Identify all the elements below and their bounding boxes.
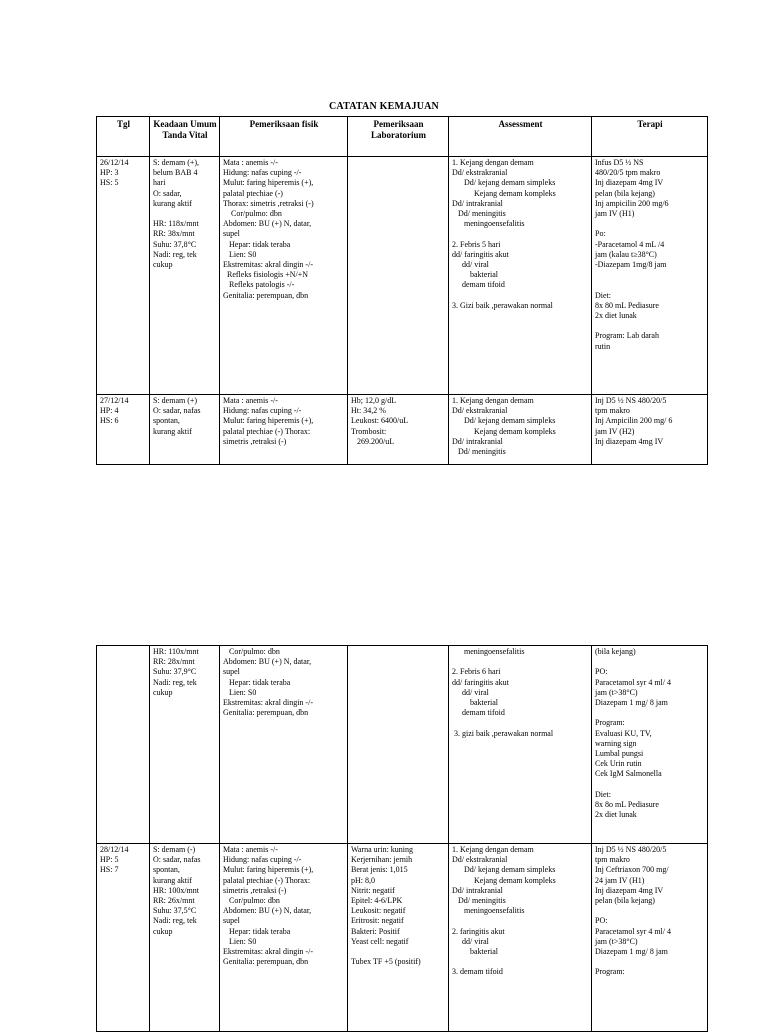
cell-line: cukup xyxy=(153,260,173,270)
cell-line: Dd/ kejang demam simpleks xyxy=(452,416,556,426)
cell-line: pH: 8,0 xyxy=(351,875,375,885)
cell-line: Po: xyxy=(595,229,606,239)
cell-line: 26/12/14 xyxy=(100,158,129,167)
cell-line xyxy=(595,280,705,290)
cell-line: Epitel: 4-6/LPK xyxy=(351,896,403,906)
cell-line: Leukosit: negatif xyxy=(351,906,406,916)
cell-line: Program: xyxy=(595,718,625,728)
cell-line: Hb; 12,0 g/dL xyxy=(351,396,397,405)
cell-line: cukup xyxy=(153,926,173,936)
table-row xyxy=(97,157,708,395)
cell-line: 269.200/uL xyxy=(351,436,395,446)
header-lab: Pemeriksaan Laboratorium xyxy=(348,117,449,157)
progress-table-1 xyxy=(96,116,708,465)
cell-keadaan xyxy=(150,157,220,395)
cell-line: dd/ faringitis akut xyxy=(452,677,509,687)
cell-line: 3. demam tifoid xyxy=(452,967,503,977)
cell-line: Dd/ kejang demam simpleks xyxy=(452,865,556,875)
cell-line: Dd/ ekstrakranial xyxy=(452,855,508,865)
cell-line: Dd/ meningitis xyxy=(452,896,506,906)
cell-line: Eritrosit: negatif xyxy=(351,916,404,926)
cell-keadaan xyxy=(150,395,220,465)
cell-line xyxy=(595,708,705,718)
cell-line: kurang aktif xyxy=(153,426,192,436)
cell-line: Hidung: nafas cuping -/- xyxy=(223,406,302,416)
cell-line: HR: 118x/mnt xyxy=(153,219,199,229)
cell-line: palatal ptechiae (-) Thorax: xyxy=(223,426,311,436)
cell-line: 1. Kejang dengan demam xyxy=(452,845,534,854)
cell-line: Thorax: simetris ,retraksi (-) xyxy=(223,198,314,208)
cell-line: 3. gizi baik ,perawakan normal xyxy=(452,728,554,738)
cell-terapi xyxy=(592,646,708,844)
cell-line: 480/20/5 tpm makro xyxy=(595,168,661,178)
cell-line: Abdomen: BU (+) N, datar, xyxy=(223,657,312,667)
cell-line: S: demam (-) xyxy=(153,845,196,854)
cell-line: O: sadar, nafas xyxy=(153,406,201,416)
cell-line: Inj ampicilin 200 mg/6 xyxy=(595,198,669,208)
cell-line: Inj D5 ½ NS 480/20/5 xyxy=(595,396,667,405)
cell-line: Suhu: 37,9°C xyxy=(153,667,197,677)
cell-line: -Diazepam 1mg/8 jam xyxy=(595,260,667,270)
cell-line xyxy=(452,657,589,667)
cell-line xyxy=(595,906,705,916)
cell-line: meningoensefalitis xyxy=(452,219,525,229)
cell-line: Program: xyxy=(595,967,625,977)
cell-line: S: demam (+) xyxy=(153,396,198,405)
cell-keadaan xyxy=(150,646,220,844)
cell-line: jam (kalau t≥38°C) xyxy=(595,249,657,259)
cell-line: Paracetamol syr 4 ml/ 4 xyxy=(595,926,671,936)
cell-fisik xyxy=(220,395,348,465)
cell-line: Refleks patologis -/- xyxy=(223,280,295,290)
cell-line: dd/ viral xyxy=(452,687,489,697)
cell-line: Mulut: faring hiperemis (+), xyxy=(223,416,314,426)
cell-keadaan xyxy=(150,844,220,1032)
cell-line: 24 jam IV (H1) xyxy=(595,875,645,885)
cell-line: HS: 5 xyxy=(100,178,119,188)
cell-line: palatal ptechiae (-) xyxy=(223,188,283,198)
cell-line: 2. faringitis akut xyxy=(452,926,505,936)
cell-line: Nadi: reg, tek xyxy=(153,249,197,259)
cell-line: Diazepam 1 mg/ 8 jam xyxy=(595,947,668,957)
cell-line: Lien: S0 xyxy=(223,249,257,259)
cell-line: Cek IgM Salmonella xyxy=(595,769,662,779)
table-row xyxy=(97,646,708,844)
cell-line: Diet: xyxy=(595,290,611,300)
cell-line: Cek Urin rutin xyxy=(595,759,642,769)
cell-line: jam IV (H2) xyxy=(595,426,635,436)
cell-line: Dd/ meningitis xyxy=(452,447,506,457)
cell-line: Refleks fisiologis +N/+N xyxy=(223,270,309,280)
cell-line: Kejang demam kompleks xyxy=(452,426,556,436)
cell-line: Bakteri: Positif xyxy=(351,926,400,936)
cell-line: Cor/pulmo: dbn xyxy=(223,647,280,656)
cell-line: warning sign xyxy=(595,738,637,748)
cell-line: Nitrit: negatif xyxy=(351,885,395,895)
cell-line xyxy=(452,291,589,301)
cell-line: Hidung: nafas cuping -/- xyxy=(223,168,302,178)
cell-lab xyxy=(348,157,449,395)
cell-line: RR: 38x/mnt xyxy=(153,229,195,239)
cell-line xyxy=(595,657,705,667)
cell-line: simetris ,retraksi (-) xyxy=(223,885,287,895)
cell-line: 2. Febris 6 hari xyxy=(452,667,501,677)
cell-line: kurang aktif xyxy=(153,198,192,208)
cell-line: 2x diet lunak xyxy=(595,810,637,820)
cell-fisik xyxy=(220,844,348,1032)
cell-line: Warna urin: kuning xyxy=(351,845,414,854)
cell-line: Lien: S0 xyxy=(223,687,257,697)
cell-line: meningoensefalitis xyxy=(452,647,525,656)
cell-line: Ekstremitas: akral dingin -/- xyxy=(223,260,313,270)
cell-line: Nadi: reg, tek xyxy=(153,916,197,926)
cell-line: 3. Gizi baik ,perawakan normal xyxy=(452,300,553,310)
cell-line: spontan, xyxy=(153,416,180,426)
cell-line: 28/12/14 xyxy=(100,845,129,854)
cell-line: Paracetamol syr 4 ml/ 4 xyxy=(595,677,671,687)
cell-line: supel xyxy=(223,667,240,677)
cell-line: Suhu: 37,5°C xyxy=(153,906,197,916)
cell-line: Cor/pulmo: dbn xyxy=(223,896,280,906)
cell-line: jam IV (H1) xyxy=(595,209,635,219)
cell-line: Dd/ intrakranial xyxy=(452,198,503,208)
cell-lab xyxy=(348,646,449,844)
cell-line: 1. Kejang dengan demam xyxy=(452,396,534,405)
cell-line xyxy=(351,947,446,957)
cell-line: supel xyxy=(223,229,240,239)
cell-lab xyxy=(348,395,449,465)
cell-line xyxy=(595,270,705,280)
cell-line: Abdomen: BU (+) N, datar, xyxy=(223,219,312,229)
cell-line: Kejang demam kompleks xyxy=(452,875,556,885)
cell-line: HP: 4 xyxy=(100,406,119,416)
cell-line: bakterial xyxy=(452,270,498,280)
cell-line: dd/ viral xyxy=(452,936,489,946)
cell-line xyxy=(452,718,589,728)
cell-line: (bila kejang) xyxy=(595,647,636,656)
cell-line: jam (t>38°C) xyxy=(595,936,638,946)
cell-line: Mata : anemis -/- xyxy=(223,396,278,405)
cell-line: 2. Febris 5 hari xyxy=(452,239,501,249)
cell-line: Ekstremitas: akral dingin -/- xyxy=(223,698,313,708)
document-title: CATATAN KEMAJUAN xyxy=(329,101,439,112)
cell-line xyxy=(595,321,705,331)
cell-line: Infus D5 ½ NS xyxy=(595,158,644,167)
cell-line: Mulut: faring hiperemis (+), xyxy=(223,865,314,875)
cell-line xyxy=(452,957,589,967)
cell-line: Mata : anemis -/- xyxy=(223,158,278,167)
cell-line xyxy=(452,916,589,926)
cell-fisik xyxy=(220,646,348,844)
cell-line: Ekstremitas: akral dingin -/- xyxy=(223,947,313,957)
cell-line: tpm makro xyxy=(595,406,630,416)
cell-line: Genitalia: perempuan, dbn xyxy=(223,290,309,300)
cell-line: Hepar: tidak teraba xyxy=(223,677,291,687)
cell-line: Trombosit: xyxy=(351,426,387,436)
cell-line: Berat jenis: 1,015 xyxy=(351,865,408,875)
cell-line: supel xyxy=(223,916,240,926)
cell-line: Kejang demam kompleks xyxy=(452,188,556,198)
cell-assessment xyxy=(449,157,592,395)
cell-line: Yeast cell: negatif xyxy=(351,936,409,946)
cell-line: O: sadar, xyxy=(153,188,182,198)
cell-line xyxy=(595,957,705,967)
cell-terapi xyxy=(592,395,708,465)
cell-line: HR: 100x/mnt xyxy=(153,885,200,895)
cell-line: Evaluasi KU, TV, xyxy=(595,728,652,738)
progress-table-2 xyxy=(96,645,708,1032)
cell-line: Hidung: nafas cuping -/- xyxy=(223,855,302,865)
cell-line: Lumbal pungsi xyxy=(595,749,644,759)
cell-assessment xyxy=(449,395,592,465)
cell-lab xyxy=(348,844,449,1032)
cell-line: hari xyxy=(153,178,166,188)
cell-line: Dd/ kejang demam simpleks xyxy=(452,178,556,188)
cell-line: bakterial xyxy=(452,947,498,957)
cell-line: HP: 3 xyxy=(100,168,119,178)
cell-line: HS: 6 xyxy=(100,416,119,426)
cell-line: Inj diazepam 4mg IV xyxy=(595,178,664,188)
cell-terapi xyxy=(592,844,708,1032)
cell-line: demam tifoid xyxy=(452,280,505,290)
header-tgl: Tgl xyxy=(97,117,150,157)
cell-assessment xyxy=(449,646,592,844)
cell-line: Inj Ceftriaxon 700 mg/ xyxy=(595,865,669,875)
cell-tgl xyxy=(97,395,150,465)
cell-line: S: demam (+), xyxy=(153,158,200,167)
cell-line: Ht: 34,2 % xyxy=(351,406,386,416)
cell-line: simetris ,retraksi (-) xyxy=(223,436,287,446)
cell-line: dd/ viral xyxy=(452,260,489,270)
cell-tgl xyxy=(97,646,150,844)
cell-line: 2x diet lunak xyxy=(595,311,637,321)
cell-line: Nadi: reg, tek xyxy=(153,677,197,687)
cell-line: -Paracetamol 4 mL /4 xyxy=(595,239,665,249)
cell-line: Mata : anemis -/- xyxy=(223,845,278,854)
cell-line: spontan, xyxy=(153,865,180,875)
cell-line xyxy=(595,219,705,229)
cell-line: 8x 8o mL Pediasure xyxy=(595,800,659,810)
cell-line: Program: Lab darah xyxy=(595,331,659,341)
cell-line: Diazepam 1 mg/ 8 jam xyxy=(595,698,668,708)
cell-line: Hepar: tidak teraba xyxy=(223,926,291,936)
header-terapi: Terapi xyxy=(592,117,708,157)
cell-line: Genitalia: perempuan, dbn xyxy=(223,708,309,718)
header-row xyxy=(97,117,708,157)
cell-line: Suhu: 37,8°C xyxy=(153,239,197,249)
cell-line: rutin xyxy=(595,341,611,351)
cell-line: Inj diazepam 4mg IV xyxy=(595,885,664,895)
cell-line: meningoensefalitis xyxy=(452,906,525,916)
table-row xyxy=(97,395,708,465)
cell-line: RR: 28x/mnt xyxy=(153,657,195,667)
header-assessment: Assessment xyxy=(449,117,592,157)
cell-line: Dd/ intrakranial xyxy=(452,885,503,895)
cell-line: Dd/ intrakranial xyxy=(452,436,503,446)
cell-line: HS: 7 xyxy=(100,865,119,875)
cell-line: belum BAB 4 xyxy=(153,168,198,178)
cell-line: HR: 110x/mnt xyxy=(153,647,199,656)
cell-line: 8x 80 mL Pediasure xyxy=(595,300,659,310)
header-fisik: Pemeriksaan fisik xyxy=(220,117,348,157)
cell-line: Dd/ meningitis xyxy=(452,209,506,219)
cell-line: Inj Ampicilin 200 mg/ 6 xyxy=(595,416,673,426)
cell-line: palatal ptechiae (-) Thorax: xyxy=(223,875,311,885)
cell-line: Dd/ ekstrakranial xyxy=(452,406,508,416)
table-row xyxy=(97,844,708,1032)
cell-assessment xyxy=(449,844,592,1032)
cell-line: Genitalia: perempuan, dbn xyxy=(223,957,309,967)
cell-line: Diet: xyxy=(595,789,611,799)
cell-line: pelan (bila kejang) xyxy=(595,188,655,198)
cell-line xyxy=(452,229,589,239)
cell-line: Hepar: tidak teraba xyxy=(223,239,291,249)
cell-line: cukup xyxy=(153,687,173,697)
cell-fisik xyxy=(220,157,348,395)
cell-line: 1. Kejang dengan demam xyxy=(452,158,534,167)
cell-line: jam (t>38°C) xyxy=(595,687,638,697)
cell-line: Leukost: 6400/uL xyxy=(351,416,409,426)
cell-tgl xyxy=(97,157,150,395)
cell-tgl xyxy=(97,844,150,1032)
cell-line: demam tifoid xyxy=(452,708,505,718)
cell-line: Lien: S0 xyxy=(223,936,257,946)
cell-line: pelan (bila kejang) xyxy=(595,896,655,906)
cell-line xyxy=(153,209,217,219)
cell-terapi xyxy=(592,157,708,395)
cell-line: bakterial xyxy=(452,698,498,708)
cell-line: Dd/ ekstrakranial xyxy=(452,168,508,178)
cell-line: O: sadar, nafas xyxy=(153,855,201,865)
cell-line: HP: 5 xyxy=(100,855,119,865)
cell-line: Mulut: faring hiperemis (+), xyxy=(223,178,314,188)
cell-line: kurang aktif xyxy=(153,875,192,885)
cell-line: PO: xyxy=(595,916,608,926)
cell-line: PO: xyxy=(595,667,608,677)
cell-line: Tubex TF +5 (positif) xyxy=(351,957,421,967)
cell-line: Inj D5 ½ NS 480/20/5 xyxy=(595,845,667,854)
cell-line: Abdomen: BU (+) N, datar, xyxy=(223,906,312,916)
cell-line xyxy=(595,780,705,790)
header-keadaan: Keadaan Umum Tanda Vital xyxy=(150,117,220,157)
cell-line: Kerjernihan: jernih xyxy=(351,855,413,865)
cell-line: Inj diazepam 4mg IV xyxy=(595,436,664,446)
cell-line: RR: 26x/mnt xyxy=(153,896,195,906)
cell-line: Cor/pulmo: dbn xyxy=(223,209,282,219)
cell-line: tpm makro xyxy=(595,855,630,865)
cell-line: 27/12/14 xyxy=(100,396,129,405)
cell-line: dd/ faringitis akut xyxy=(452,249,509,259)
